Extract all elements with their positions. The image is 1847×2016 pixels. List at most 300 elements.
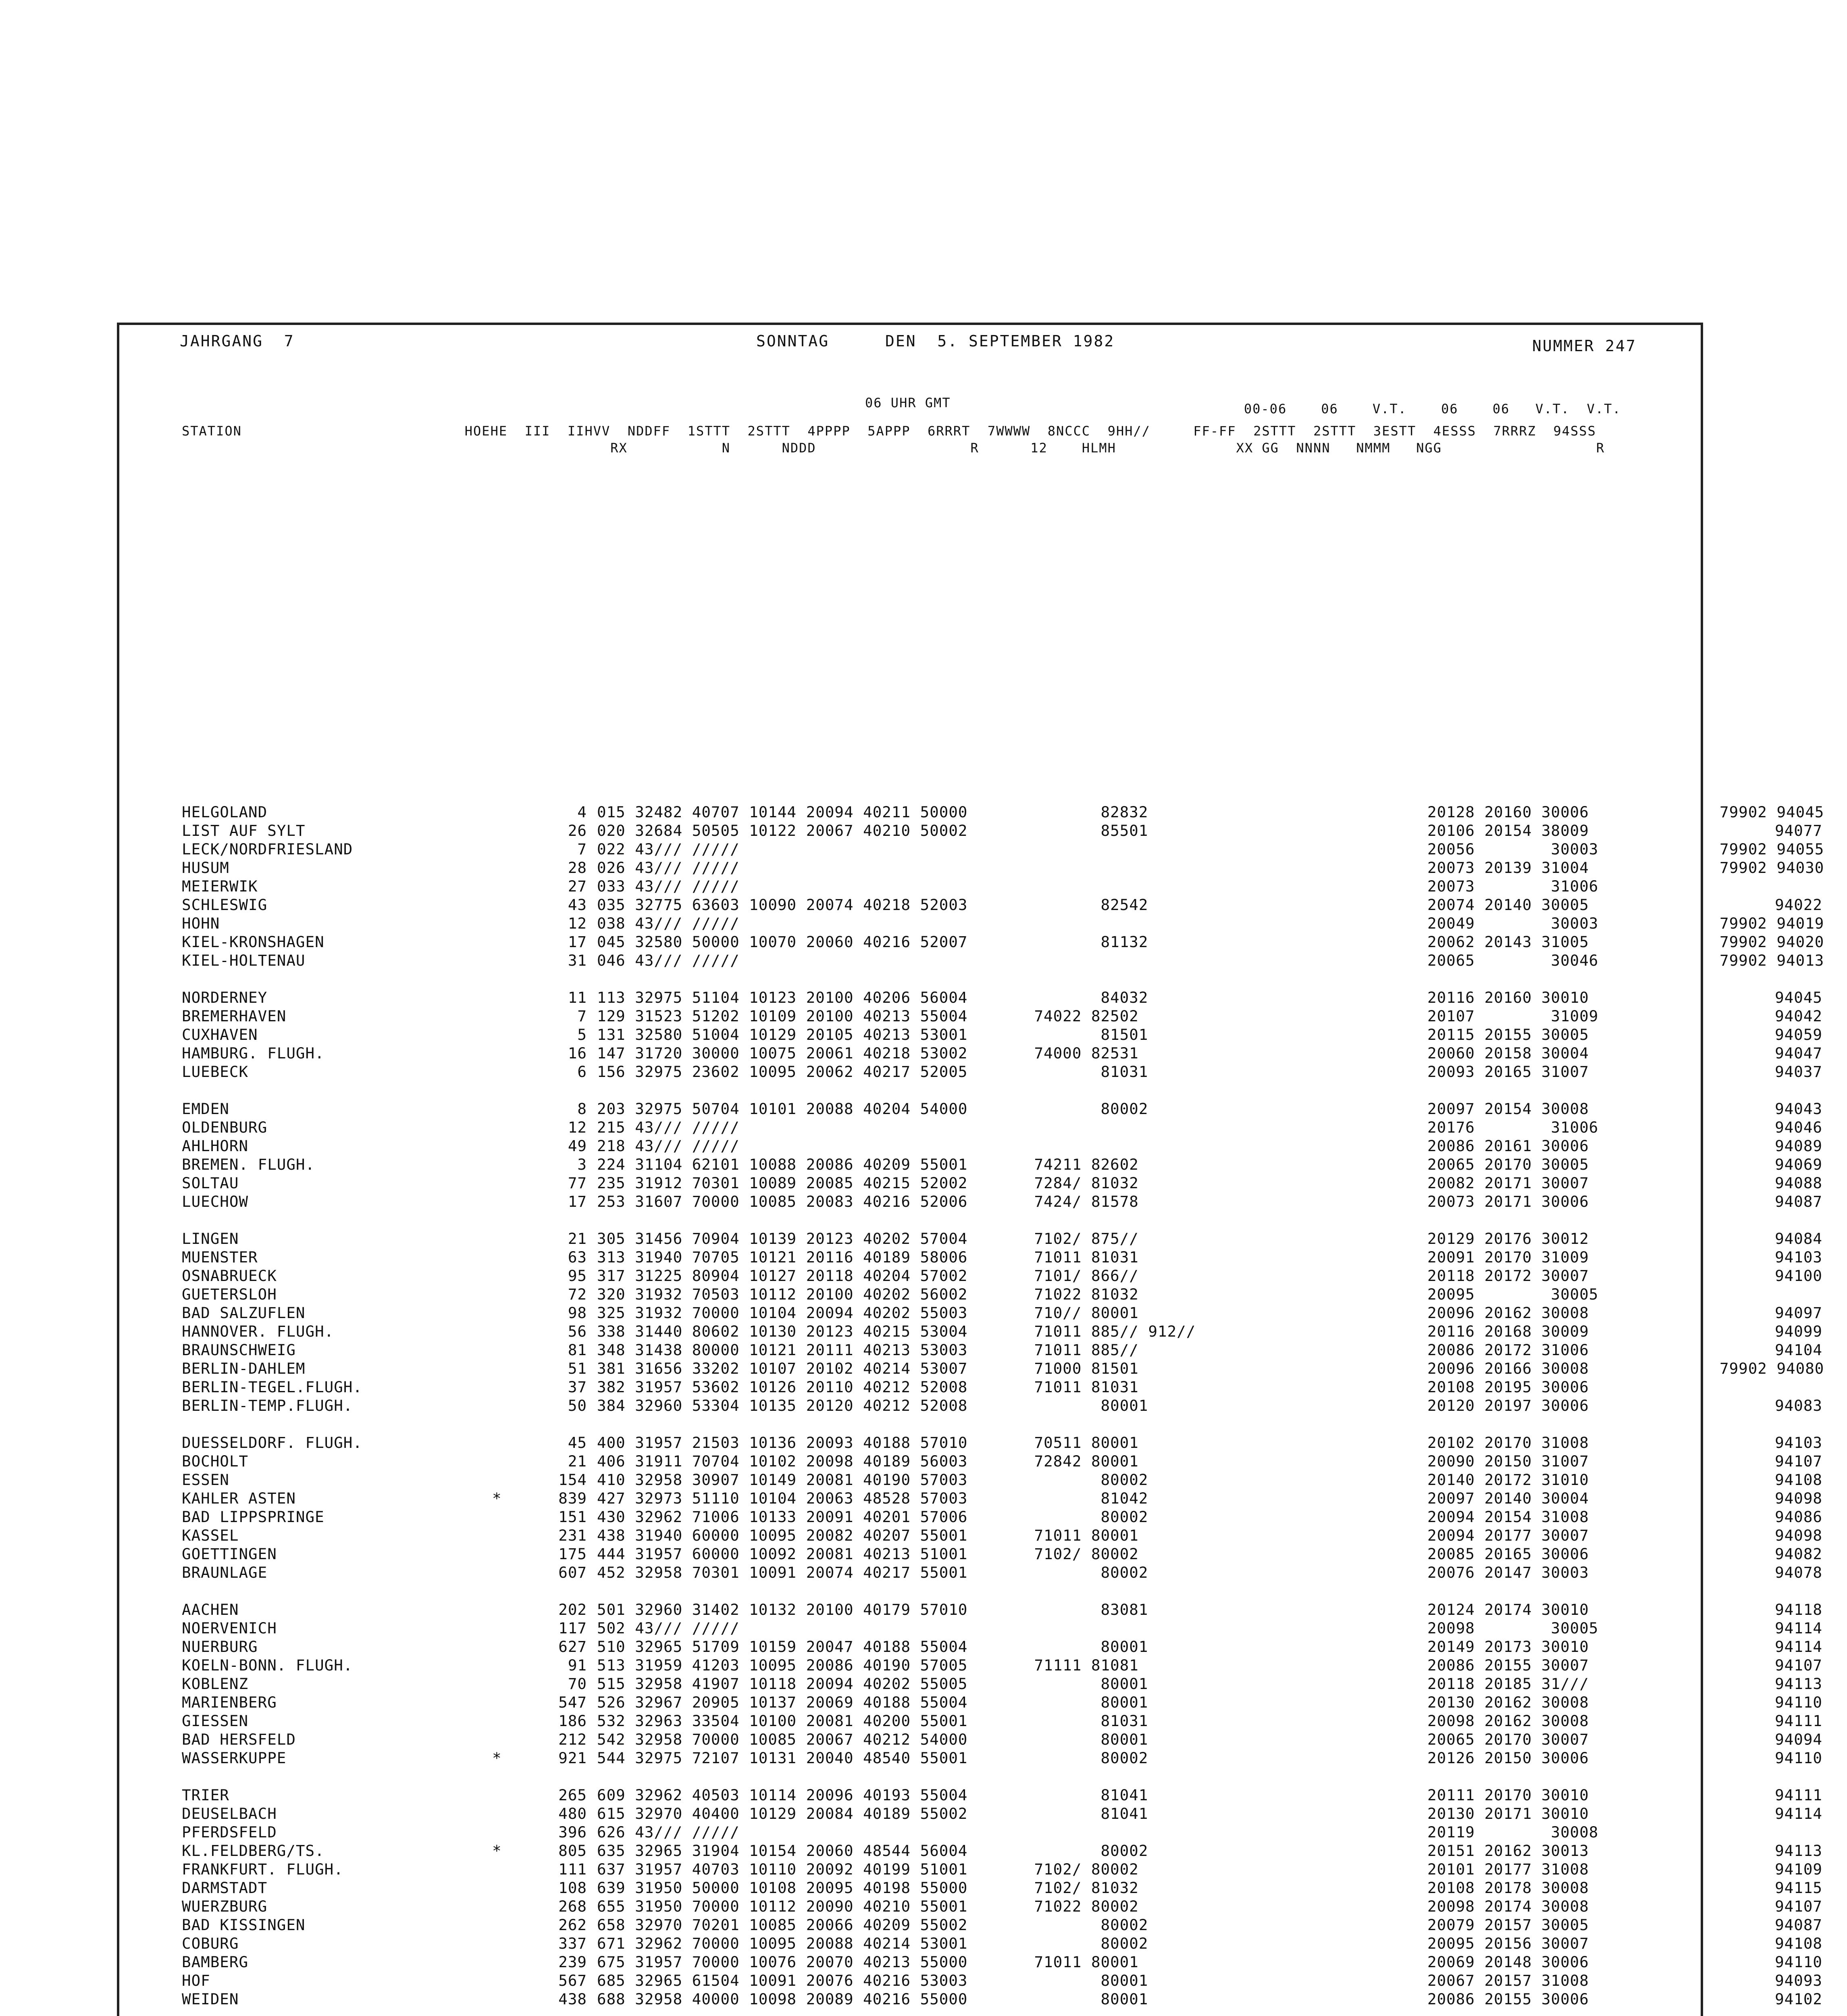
synop-94-groups: 79902 94030 [1720, 859, 1824, 877]
synop-main-groups: 658 32970 70201 10085 20066 40209 55002 80002 [597, 1916, 1148, 1934]
station-height: 56 [568, 1322, 587, 1340]
station-name: LUECHOW [182, 1193, 249, 1210]
station-name: LECK/NORDFRIESLAND [182, 840, 353, 858]
jahrgang-label: JAHRGANG 7 [180, 332, 295, 350]
table-row [182, 1656, 1822, 1674]
synop-94-groups: 94114 [1775, 1638, 1822, 1656]
synop-main-groups: 235 31912 70301 10089 20085 40215 52002 7284/ 81032 [597, 1174, 1139, 1192]
synop-extra-groups: 20097 20154 30008 [1427, 1100, 1589, 1118]
observation-time: 06 UHR GMT [865, 395, 951, 410]
synop-extra-groups: 20116 20160 30010 [1427, 989, 1589, 1006]
synop-94-groups: 94099 [1775, 1322, 1822, 1340]
station-height: 4 [577, 803, 587, 821]
station-height: 16 [568, 1044, 587, 1062]
synop-extra-groups: 20091 20170 31009 [1427, 1248, 1589, 1266]
synop-main-groups: 129 31523 51202 10109 20100 40213 55004 74022 82502 [597, 1007, 1139, 1025]
synop-main-groups: 635 32965 31904 10154 20060 48544 56004 80002 [597, 1842, 1148, 1860]
synop-extra-groups: 20049 30003 [1427, 914, 1599, 932]
synop-main-groups: 526 32967 20905 10137 20069 40188 55004 80001 [597, 1693, 1148, 1711]
station-height: 438 [558, 1990, 587, 2008]
synop-extra-groups: 20094 20177 30007 [1427, 1527, 1589, 1544]
station-name: KOBLENZ [182, 1675, 249, 1693]
synop-main-groups: 320 31932 70503 10112 20100 40202 56002 71022 81032 [597, 1285, 1139, 1303]
synop-main-groups: 253 31607 70000 10085 20083 40216 52006 7424/ 81578 [597, 1193, 1139, 1210]
synop-main-groups: 438 31940 60000 10095 20082 40207 55001 71011 80001 [597, 1527, 1139, 1544]
table-row [182, 1266, 1822, 1285]
synop-main-groups: 113 32975 51104 10123 20100 40206 56004 84032 [597, 989, 1148, 1006]
station-name: AHLHORN [182, 1137, 249, 1155]
synop-main-groups: 203 32975 50704 10101 20088 40204 54000 80002 [597, 1100, 1148, 1118]
synop-94-groups: 94045 [1775, 989, 1822, 1006]
station-name: BAD KISSINGEN [182, 1916, 306, 1934]
synop-extra-groups: 20097 20140 30004 [1427, 1489, 1589, 1507]
synop-main-groups: 427 32973 51110 10104 20063 48528 57003 81042 [597, 1489, 1148, 1507]
synop-94-groups: 94103 [1775, 1248, 1822, 1266]
synop-main-groups: 675 31957 70000 10076 20070 40213 55000 71011 80001 [597, 1953, 1139, 1971]
synop-extra-groups: 20107 31009 [1427, 1007, 1599, 1025]
synop-main-groups: 038 43/// ///// [597, 914, 740, 932]
table-row [182, 1563, 1822, 1582]
synop-94-groups: 94094 [1775, 1731, 1822, 1748]
table-row [182, 1953, 1822, 1971]
table-row [182, 1100, 1822, 1118]
synop-main-groups: 382 31957 53602 10126 20110 40212 52008 71011 81031 [597, 1378, 1139, 1396]
station-name: OSNABRUECK [182, 1267, 277, 1285]
table-row [182, 1174, 1822, 1192]
station-height: 91 [568, 1656, 587, 1674]
synop-94-groups: 94086 [1775, 1508, 1822, 1526]
station-height: 77 [568, 1174, 587, 1192]
synop-94-groups: 94088 [1775, 1174, 1822, 1192]
synop-extra-groups: 20095 30005 [1427, 1285, 1599, 1303]
station-name: BREMERHAVEN [182, 1007, 287, 1025]
synop-94-groups: 79902 94055 [1720, 840, 1824, 858]
column-header-line2: RX N NDDD R 12 HLMH XX GG NNNN NMMM NGG R [182, 440, 1605, 456]
station-name: LIST AUF SYLT [182, 822, 306, 839]
synop-extra-groups: 20118 20185 31/// [1427, 1675, 1589, 1693]
station-name: GUETERSLOH [182, 1285, 277, 1303]
station-name: WASSERKUPPE [182, 1749, 287, 1767]
synop-94-groups: 94089 [1775, 1137, 1822, 1155]
synop-extra-groups: 20093 20165 31007 [1427, 1063, 1589, 1081]
synop-extra-groups: 20116 20168 30009 [1427, 1322, 1589, 1340]
station-height: 186 [558, 1712, 587, 1730]
station-height: 28 [568, 859, 587, 877]
synop-main-groups: 639 31950 50000 10108 20095 40198 55000 7102/ 81032 [597, 1879, 1139, 1897]
station-name: KIEL-HOLTENAU [182, 952, 306, 969]
synop-main-groups: 655 31950 70000 10112 20090 40210 55001 71022 80002 [597, 1897, 1139, 1915]
synop-main-groups: 305 31456 70904 10139 20123 40202 57004 7102/ 875// [597, 1230, 1139, 1248]
synop-94-groups: 94022 [1775, 896, 1822, 914]
station-height: 17 [568, 1193, 587, 1210]
station-name: KOELN-BONN. FLUGH. [182, 1656, 353, 1674]
synop-main-groups: 033 43/// ///// [597, 877, 740, 895]
station-height: 7 [577, 1007, 587, 1025]
date-label: DEN 5. SEPTEMBER 1982 [885, 332, 1115, 350]
synop-extra-groups: 20120 20197 30006 [1427, 1397, 1589, 1414]
station-height: 805 [558, 1842, 587, 1860]
synop-extra-groups: 20095 20156 30007 [1427, 1935, 1589, 1952]
station-name: KAHLER ASTEN [182, 1489, 296, 1507]
station-height: 111 [558, 1860, 587, 1878]
synop-94-groups: 94084 [1775, 1230, 1822, 1248]
report-frame [117, 323, 1824, 2016]
table-row [182, 1526, 1822, 1545]
station-height: 7 [577, 840, 587, 858]
station-height: 72 [568, 1285, 587, 1303]
synop-94-groups: 94118 [1775, 1601, 1822, 1618]
synop-extra-groups: 20098 20174 30008 [1427, 1897, 1589, 1915]
station-name: EMDEN [182, 1100, 229, 1118]
synop-extra-groups: 20130 20171 30010 [1427, 1805, 1589, 1822]
station-height: 231 [558, 1527, 587, 1544]
synop-94-groups: 94098 [1775, 1527, 1822, 1544]
synop-extra-groups: 20096 20162 30008 [1427, 1304, 1589, 1322]
station-name: LUEBECK [182, 1063, 249, 1081]
station-height: 50 [568, 1397, 587, 1414]
synop-main-groups: 410 32958 30907 10149 20081 40190 57003 80002 [597, 1471, 1148, 1489]
synop-extra-groups: 20128 20160 30006 [1427, 803, 1589, 821]
station-name: BERLIN-DAHLEM [182, 1360, 306, 1377]
station-height: 63 [568, 1248, 587, 1266]
station-height: 26 [568, 822, 587, 839]
station-name: FRANKFURT. FLUGH. [182, 1860, 343, 1878]
station-name: MARIENBERG [182, 1693, 277, 1711]
synop-94-groups: 94114 [1775, 1619, 1822, 1637]
synop-94-groups: 94082 [1775, 1545, 1822, 1563]
synop-main-groups: 338 31440 80602 10130 20123 40215 53004 71011 885// 912// [597, 1322, 1196, 1340]
table-row [182, 1396, 1822, 1415]
synop-main-groups: 615 32970 40400 10129 20084 40189 55002 81041 [597, 1805, 1148, 1822]
table-row [182, 1452, 1822, 1470]
table-row [182, 1990, 1822, 2008]
station-name: HUSUM [182, 859, 229, 877]
synop-main-groups: 637 31957 40703 10110 20092 40199 51001 7102/ 80002 [597, 1860, 1139, 1878]
table-row [182, 803, 1824, 821]
synop-main-groups: 046 43/// ///// [597, 952, 740, 969]
synop-94-groups: 94104 [1775, 1341, 1822, 1359]
synop-extra-groups: 20102 20170 31008 [1427, 1434, 1589, 1452]
synop-extra-groups: 20126 20150 30006 [1427, 1749, 1589, 1767]
station-name: MEIERWIK [182, 877, 258, 895]
synop-94-groups: 94078 [1775, 1564, 1822, 1581]
table-row [182, 1804, 1822, 1823]
synop-extra-groups: 20073 20139 31004 [1427, 859, 1589, 877]
synop-main-groups: 022 43/// ///// [597, 840, 740, 858]
station-height: 265 [558, 1786, 587, 1804]
station-name: COBURG [182, 1935, 239, 1952]
synop-94-groups: 94111 [1775, 1786, 1822, 1804]
synop-main-groups: 015 32482 40707 10144 20094 40211 50000 82832 [597, 803, 1148, 821]
table-row [182, 840, 1824, 858]
synop-extra-groups: 20115 20155 30005 [1427, 1026, 1589, 1043]
synop-extra-groups: 20086 20155 30006 [1427, 1990, 1589, 2008]
synop-extra-groups: 20151 20162 30013 [1427, 1842, 1589, 1860]
synop-main-groups: 045 32580 50000 10070 20060 40216 52007 81132 [597, 933, 1148, 951]
station-name: HAMBURG. FLUGH. [182, 1044, 324, 1062]
synop-main-groups: 384 32960 53304 10135 20120 40212 52008 80001 [597, 1397, 1148, 1414]
station-name: ESSEN [182, 1471, 229, 1489]
station-height: 49 [568, 1137, 587, 1155]
weekday-label: SONNTAG [756, 332, 830, 350]
synop-extra-groups: 20086 20172 31006 [1427, 1341, 1589, 1359]
synop-main-groups: 147 31720 30000 10075 20061 40218 53002 74000 82531 [597, 1044, 1139, 1062]
synop-94-groups: 94087 [1775, 1193, 1822, 1210]
synop-extra-groups: 20096 20166 30008 [1427, 1360, 1589, 1377]
mountain-station-marker: * [492, 1489, 502, 1507]
synop-extra-groups: 20124 20174 30010 [1427, 1601, 1589, 1618]
table-row [182, 1248, 1822, 1266]
synop-main-groups: 532 32963 33504 10100 20081 40200 55001 81031 [597, 1712, 1148, 1730]
station-height: 37 [568, 1378, 587, 1396]
station-height: 921 [558, 1749, 587, 1767]
station-name: WEIDEN [182, 1990, 239, 2008]
station-height: 480 [558, 1805, 587, 1822]
station-name: TRIER [182, 1786, 229, 1804]
station-name: PFERDSFELD [182, 1823, 277, 1841]
synop-main-groups: 671 32962 70000 10095 20088 40214 53001 80002 [597, 1935, 1148, 1952]
synop-extra-groups: 20118 20172 30007 [1427, 1267, 1589, 1285]
synop-main-groups: 348 31438 80000 10121 20111 40213 53003 71011 885// [597, 1341, 1139, 1359]
synop-main-groups: 513 31959 41203 10095 20086 40190 57005 71111 81081 [597, 1656, 1139, 1674]
synop-main-groups: 325 31932 70000 10104 20094 40202 55003 710// 80001 [597, 1304, 1139, 1322]
table-row [182, 933, 1824, 951]
station-height: 108 [558, 1879, 587, 1897]
table-row [182, 1229, 1822, 1248]
synop-94-groups: 94037 [1775, 1063, 1822, 1081]
table-row [182, 1879, 1822, 1897]
synop-extra-groups: 20090 20150 31007 [1427, 1452, 1589, 1470]
synop-main-groups: 626 43/// ///// [597, 1823, 740, 1841]
synop-extra-groups: 20076 20147 30003 [1427, 1564, 1589, 1581]
station-name: GOETTINGEN [182, 1545, 277, 1563]
table-row [182, 1637, 1822, 1656]
station-height: 396 [558, 1823, 587, 1841]
table-row [182, 1304, 1822, 1322]
synop-extra-groups: 20098 20162 30008 [1427, 1712, 1589, 1730]
station-name: BAD HERSFELD [182, 1731, 296, 1748]
station-name: KIEL-KRONSHAGEN [182, 933, 324, 951]
station-height: 17 [568, 933, 587, 951]
synop-94-groups: 94110 [1775, 1953, 1822, 1971]
table-row [182, 896, 1822, 914]
synop-94-groups: 94103 [1775, 1434, 1822, 1452]
station-name: NORDERNEY [182, 989, 268, 1006]
station-name: HOF [182, 1972, 210, 1989]
synop-main-groups: 156 32975 23602 10095 20062 40217 52005 81031 [597, 1063, 1148, 1081]
synop-main-groups: 317 31225 80904 10127 20118 40204 57002 7101/ 866// [597, 1267, 1139, 1285]
synop-94-groups: 94059 [1775, 1026, 1822, 1043]
table-row [182, 1674, 1822, 1693]
synop-94-groups: 94113 [1775, 1842, 1822, 1860]
synop-extra-groups: 20060 20158 30004 [1427, 1044, 1589, 1062]
station-height: 51 [568, 1360, 587, 1377]
station-height: 3 [577, 1156, 587, 1173]
station-height: 175 [558, 1545, 587, 1563]
table-row [182, 1545, 1822, 1563]
synop-94-groups: 79902 94020 [1720, 933, 1824, 951]
station-height: 21 [568, 1452, 587, 1470]
table-row [182, 1712, 1822, 1730]
synop-94-groups: 94093 [1775, 1972, 1822, 1989]
station-name: DARMSTADT [182, 1879, 268, 1897]
synop-extra-groups: 20130 20162 30008 [1427, 1693, 1589, 1711]
station-height: 239 [558, 1953, 587, 1971]
synop-94-groups: 94111 [1775, 1712, 1822, 1730]
synop-94-groups: 94108 [1775, 1935, 1822, 1952]
table-row [182, 1841, 1822, 1860]
synop-94-groups: 94113 [1775, 1675, 1822, 1693]
synop-94-groups: 94069 [1775, 1156, 1822, 1173]
synop-94-groups: 79902 94019 [1720, 914, 1824, 932]
synop-main-groups: 131 32580 51004 10129 20105 40213 53001 81501 [597, 1026, 1148, 1043]
station-table [182, 803, 1824, 2016]
table-row [182, 1044, 1822, 1062]
table-row [182, 1823, 1706, 1841]
synop-extra-groups: 20106 20154 38009 [1427, 822, 1589, 839]
table-row [182, 951, 1824, 970]
station-height: 8 [577, 1100, 587, 1118]
station-height: 151 [558, 1508, 587, 1526]
synop-main-groups: 224 31104 62101 10088 20086 40209 55001 74211 82602 [597, 1156, 1139, 1173]
synop-94-groups: 94083 [1775, 1397, 1822, 1414]
station-height: 607 [558, 1564, 587, 1581]
synop-main-groups: 218 43/// ///// [597, 1137, 740, 1155]
station-name: AACHEN [182, 1601, 239, 1618]
table-row [182, 1971, 1822, 1990]
table-row [182, 1786, 1822, 1804]
station-height: 202 [558, 1601, 587, 1618]
table-row [182, 1470, 1822, 1489]
table-row [182, 1137, 1822, 1155]
synop-94-groups: 94110 [1775, 1693, 1822, 1711]
synop-extra-groups: 20101 20177 31008 [1427, 1860, 1589, 1878]
table-row [182, 988, 1822, 1007]
table-row [182, 1489, 1822, 1508]
synop-extra-groups: 20073 20171 30006 [1427, 1193, 1589, 1210]
table-row [182, 1897, 1822, 1916]
synop-extra-groups: 20065 20170 30005 [1427, 1156, 1589, 1173]
synop-extra-groups: 20074 20140 30005 [1427, 896, 1589, 914]
synop-94-groups: 94107 [1775, 1897, 1822, 1915]
station-name: KL.FELDBERG/TS. [182, 1842, 324, 1860]
synop-extra-groups: 20073 31006 [1427, 877, 1599, 895]
synop-extra-groups: 20129 20176 30012 [1427, 1230, 1589, 1248]
synop-main-groups: 502 43/// ///// [597, 1619, 740, 1637]
table-row [182, 1062, 1822, 1081]
synop-94-groups: 94100 [1775, 1267, 1822, 1285]
synop-94-groups: 94077 [1775, 822, 1822, 839]
table-row [182, 1007, 1822, 1025]
table-row [182, 1322, 1822, 1341]
table-row [182, 1341, 1822, 1359]
synop-main-groups: 430 32962 71006 10133 20091 40201 57006 80002 [597, 1508, 1148, 1526]
station-name: BERLIN-TEGEL.FLUGH. [182, 1378, 362, 1396]
station-height: 5 [577, 1026, 587, 1043]
synop-extra-groups: 20062 20143 31005 [1427, 933, 1589, 951]
synop-extra-groups: 20176 31006 [1427, 1118, 1599, 1136]
mountain-station-marker: * [492, 1842, 502, 1860]
table-row [182, 1693, 1822, 1712]
synop-main-groups: 444 31957 60000 10092 20081 40213 51001 7102/ 80002 [597, 1545, 1139, 1563]
synop-94-groups: 94110 [1775, 1749, 1822, 1767]
table-row [182, 877, 1706, 896]
synop-extra-groups: 20149 20173 30010 [1427, 1638, 1589, 1656]
station-name: BRAUNSCHWEIG [182, 1341, 296, 1359]
table-row [182, 1619, 1822, 1637]
synop-extra-groups: 20108 20178 30008 [1427, 1879, 1589, 1897]
synop-extra-groups: 20086 20155 30007 [1427, 1656, 1589, 1674]
station-height: 262 [558, 1916, 587, 1934]
issue-number: NUMMER 247 [1532, 337, 1637, 355]
station-height: 154 [558, 1471, 587, 1489]
station-name: SOLTAU [182, 1174, 239, 1192]
station-name: WUERZBURG [182, 1897, 268, 1915]
synop-94-groups: 94097 [1775, 1304, 1822, 1322]
table-row [182, 1285, 1706, 1304]
synop-main-groups: 035 32775 63603 10090 20074 40218 52003 82542 [597, 896, 1148, 914]
station-name: SCHLESWIG [182, 896, 268, 914]
synop-main-groups: 215 43/// ///// [597, 1118, 740, 1136]
synop-extra-groups: 20140 20172 31010 [1427, 1471, 1589, 1489]
synop-main-groups: 510 32965 51709 10159 20047 40188 55004 80001 [597, 1638, 1148, 1656]
station-name: DUESSELDORF. FLUGH. [182, 1434, 362, 1452]
table-row [182, 914, 1824, 933]
table-row [182, 1192, 1822, 1211]
synop-extra-groups: 20086 20161 30006 [1427, 1137, 1589, 1155]
table-row [182, 1860, 1822, 1879]
station-height: 70 [568, 1675, 587, 1693]
station-height: 11 [568, 989, 587, 1006]
right-time-header: 00-06 06 V.T. 06 06 V.T. V.T. [1244, 401, 1621, 417]
synop-94-groups: 94102 [1775, 1990, 1822, 2008]
synop-94-groups: 94115 [1775, 1879, 1822, 1897]
synop-main-groups: 542 32958 70000 10085 20067 40212 54000 80001 [597, 1731, 1148, 1748]
synop-extra-groups: 20067 20157 31008 [1427, 1972, 1589, 1989]
mountain-station-marker: * [492, 1749, 502, 1767]
synop-extra-groups: 20085 20165 30006 [1427, 1545, 1589, 1563]
synop-extra-groups: 20065 20170 30007 [1427, 1731, 1589, 1748]
table-row [182, 1916, 1822, 1934]
station-name: BOCHOLT [182, 1452, 249, 1470]
synop-extra-groups: 20111 20170 30010 [1427, 1786, 1589, 1804]
station-height: 627 [558, 1638, 587, 1656]
synop-extra-groups: 20056 30003 [1427, 840, 1599, 858]
synop-main-groups: 685 32965 61504 10091 20076 40216 53003 80001 [597, 1972, 1148, 1989]
synop-extra-groups: 20098 30005 [1427, 1619, 1599, 1637]
synop-extra-groups: 20079 20157 30005 [1427, 1916, 1589, 1934]
synop-94-groups: 94114 [1775, 1805, 1822, 1822]
station-height: 6 [577, 1063, 587, 1081]
synop-94-groups: 94043 [1775, 1100, 1822, 1118]
station-name: NUERBURG [182, 1638, 258, 1656]
station-name: HANNOVER. FLUGH. [182, 1322, 334, 1340]
station-name: HELGOLAND [182, 803, 268, 821]
synop-main-groups: 026 43/// ///// [597, 859, 740, 877]
synop-main-groups: 020 32684 50505 10122 20067 40210 50002 85501 [597, 822, 1148, 839]
station-height: 95 [568, 1267, 587, 1285]
synop-94-groups: 94109 [1775, 1860, 1822, 1878]
synop-94-groups: 94042 [1775, 1007, 1822, 1025]
synop-extra-groups: 20065 30046 [1427, 952, 1599, 969]
synop-extra-groups: 20069 20148 30006 [1427, 1953, 1589, 1971]
station-name: KASSEL [182, 1527, 239, 1544]
synop-94-groups: 79902 94045 [1720, 803, 1824, 821]
synop-main-groups: 544 32975 72107 10131 20040 48540 55001 80002 [597, 1749, 1148, 1767]
synop-main-groups: 609 32962 40503 10114 20096 40193 55004 81041 [597, 1786, 1148, 1804]
synop-94-groups: 94098 [1775, 1489, 1822, 1507]
synop-main-groups: 688 32958 40000 10098 20089 40216 55000 80001 [597, 1990, 1148, 2008]
